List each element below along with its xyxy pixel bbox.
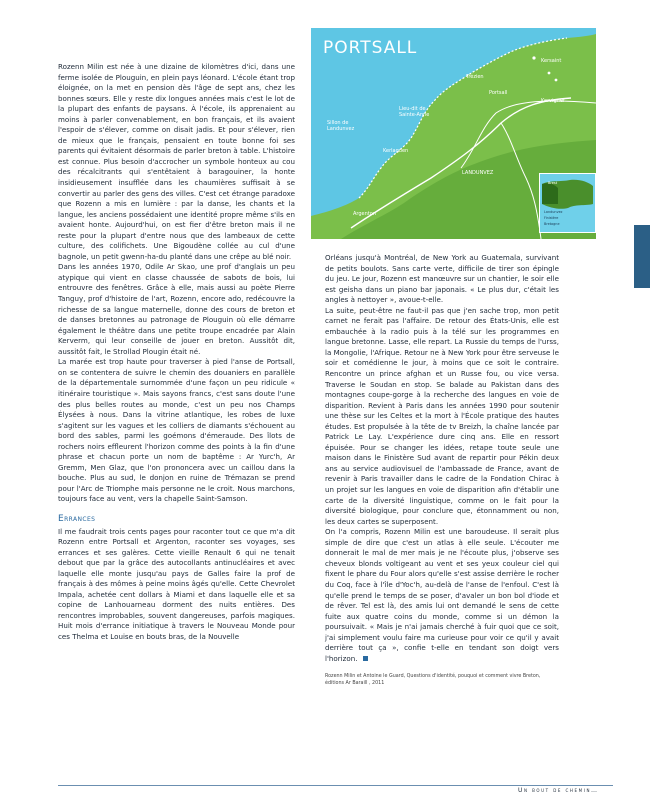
paragraph: La marée est trop haute pour traverser à pied l'anse de Portsall, on se contentera de suivre le chemin des douaniers en parallèle de la départementale surnommée d'une façon un peu ridicule « itinéraire touristique ». Mais sayons francs, c'est sans doute l'une des plus belles routes au monde, c'est un peu nos Champs Élysées à nous. Dans la vitrine atlantique, les robes de luxe s'agitent sur les vagues et les colliers de diamants s'échouent au bord des sables, parmi les goémons d'émeraude. Des îlots de rochers noirs effleurent l'horizon comme des points à la fin d'une phrase et chacun porte un nom de baptême : Ar Yurc'h, Ar Gremm, Men Glaz, que l'on prononcera avec un caillou dans la bouche. Plus au sud, le donjon en ruine de Trémazan se prend pour l'Arc de Triomphe mais personne ne le croit. Nous marchons, toujours face au vent, vers la chapelle Saint-Samson.: [58, 357, 295, 504]
footer-rule: [58, 785, 613, 786]
paragraph: La suite, peut-être ne faut-il pas que j'en sache trop, mon petit carnet ne ferait pas l'affaire. De retour des États-Unis, elle est embauchée à la radio puis à la télé sur les programmes en langue bretonne. Lasse, elle repart. La Russie du temps de l'urss, la Mongolie, l'Afrique. Retour ne à New York pour être serveuse le soir et comédienne le jour, à moins que ce soit le contraire. Rencontre un prince afghan et un Russe fou, ou vice versa. Traverse le Soudan en stop. Se balade au Pakistan dans des montagnes coupe-gorge à la recherche des langues en voie de disparition. Revient à Paris dans les années 1990 pour soutenir une thèse sur les Celtes et la mort à l'École pratique des hautes études. Est propulsée à la tête de tv Breizh, la chaîne lancée par Patrick Le Lay. L'expérience dure cinq ans. Elle en ressort épuisée. Pour se changer les idées, retape toute seule une maison dans le Finistère Sud avant de repartir pour Pékin deux ans au service audiovisuel de l'ambassade de France, avant de revenir à Paris travailler dans le cadre de la Fondation Chirac à un projet sur les langues en voie de disparition afin d'établir une carte de la diversité linguistique, comme on le fait pour la diversité biologique, pour conclure que, étonnamment ou non, les deux cartes se superposent.: [325, 305, 559, 526]
end-mark-icon: [363, 656, 368, 661]
paragraph-text: On l'a compris, Rozenn Milin est une baroudeuse. Il serait plus simple de dire que c'est un atlas à elle seule. L'écouter me donnerait le mal de mer mais je ne l'écoute plus, j'observe ses cheveux blonds voltigeant au vent et ses yeux couleur ciel qui fixent le phare du Four alors qu'elle s'est assise derrière le rocher du Coq, face à l'île d'Yoc'h, au-delà de l'anse de l'enfoul. C'est là qu'elle prend le temps de se poser, d'avaler un bon bol d'iode et de rêver. Tel est là, des amis lui ont demandé le sens de cette fuite aux quatre coins du monde, comme si un démon la poursuivait. « Mais je n'ai jamais cherché à fuir quoi que ce soit, j'ai simplement voulu faire ma curieuse pour voir ce qu'il y avait derrière tout ça », confie t-elle en tendant son doigt vers l'horizon.: [325, 527, 559, 663]
inset-label-brest: Brest: [548, 181, 558, 185]
chapter-side-tab: [634, 225, 650, 288]
portsall-map: [311, 28, 596, 239]
paragraph: [325, 527, 559, 664]
paragraph: Il me faudrait trois cents pages pour raconter tout ce que m'a dit Rozenn entre Portsall et Argenton, raconter ses voyages, ses errances et ses galères. Cette vieille Renault 6 qui ne tenait debout que par la grâce des autocollants antinucléaires et avec laquelle elle monte jusqu'au pays de Galles faire la prof de français à des mômes à peine moins âgés qu'elle. Cette Chevrolet Impala, achetée cent dollars à Miami et dans laquelle elle et sa copine de Lanhouarneau dorment des nuits entières. Des rencontres improbables, souvent dangereuses, parfois magiques. Huit mois d'errance initiatique à travers le Nouveau Monde pour ces Thelma et Louise en bouts bras, de la Nouvelle: [58, 526, 295, 641]
paragraph: Orléans jusqu'à Montréal, de New York au Guatemala, survivant de petits boulots. Sans carte verte, difficile de tirer son épingle du jeu. Le jour, Rozenn est manœuvre sur un chantier, le soir elle est geisha dans un piano bar japonais. « Le plus dur, c'était les angles à nettoyer », avoue-t-elle.: [325, 253, 559, 305]
right-text-column: [325, 253, 559, 687]
map-inset: [539, 173, 596, 233]
inset-label-bretagne: Bretagne: [544, 222, 560, 226]
paragraph: Rozenn Milin est née à une dizaine de kilomètres d'ici, dans une ferme isolée de Plouguin, en plein pays léonard. L'école étant trop éloignée, on la met en pension dès l'âge de sept ans, chez les bonnes sœurs. Elle y reste dix longues années mais c'est le lot de la plupart des enfants de paysans. À l'école, ils apprenaient au moins à parler convenablement, en bon français, et ils avaient l'espoir de s'élever, comme on disait jadis. Et pour s'élever, rien de mieux que le français, pensaient en toute bonne foi ses parents qui évitaient désormais de parler breton à table. L'histoire est connue. Plus besoin d'accrocher un symbole honteux au cou des récalcitrants qui s'entêtaient à baragouiner, la honte insidieusement insufflée dans les chaumières suffisait à se convertir au parler des gens des villes. C'est cet étrange paradoxe que Rozenn a mis en lumière : par la danse, les chants et la langue, les anciens possédaient une identité propre même s'ils en avaient honte. Aujourd'hui, on est fier d'être breton mais il ne reste pour la plupart d'entre nous que des lambeaux de cette culture, des colifichets. Une Bigoudène collée au cul d'une bagnole, un petit gwenn-ha-du planté dans une crêpe au blé noir.: [58, 62, 295, 261]
map-label-kersaint: Kersaint: [541, 58, 562, 64]
paragraph: Dans les années 1970, Odile Ar Skao, une prof d'anglais un peu atypique qui vient en classe chaussée de sabots de bois, lui entrouvre des fenêtres. Grâce à elle, mais aussi au poète Pierre Tanguy, prof d'histoire de l'art, Rozenn, encore ado, redécouvre la richesse de sa langue maternelle, donne des cours de breton et de danses bretonnes au patronage de Plouguin où elle démarre également le théâtre dans une petite troupe encadrée par Alain Kerverm, qui leur conseille de jouer en breton. Aussitôt dit, aussitôt fait, le Strollad Plougin était né.: [58, 262, 295, 356]
inset-label-finistere: Finistère: [544, 216, 559, 220]
map-label-kerlaguen: Kerlaguen: [383, 148, 409, 154]
map-label-argenton: Argenton: [353, 211, 376, 217]
map-title: PORTSALL: [323, 38, 418, 58]
map-label-portsall: Portsall: [489, 90, 508, 96]
section-heading: Errances: [58, 513, 96, 524]
inset-label-landunvez: Landunvez: [544, 210, 563, 214]
left-text-column: [58, 62, 295, 643]
map-label-landunvez: LANDUNVEZ: [462, 170, 494, 176]
map-label-sainte-anne: Lieu-dit de Sainte-Anne: [399, 106, 430, 118]
footnote: Rozenn Milin et Antoine le Guard, Questions d'identité, pouquoi et comment vivre Breton, éditions Ar Baraill , 2011: [325, 674, 541, 686]
map-label-trezien: Trézien: [466, 74, 484, 80]
running-title: Un bout de chemin…: [518, 787, 599, 794]
map-label-kervigner: Kervigner: [541, 98, 565, 104]
map-label-sillon: Sillon de Landunvez: [327, 120, 355, 132]
